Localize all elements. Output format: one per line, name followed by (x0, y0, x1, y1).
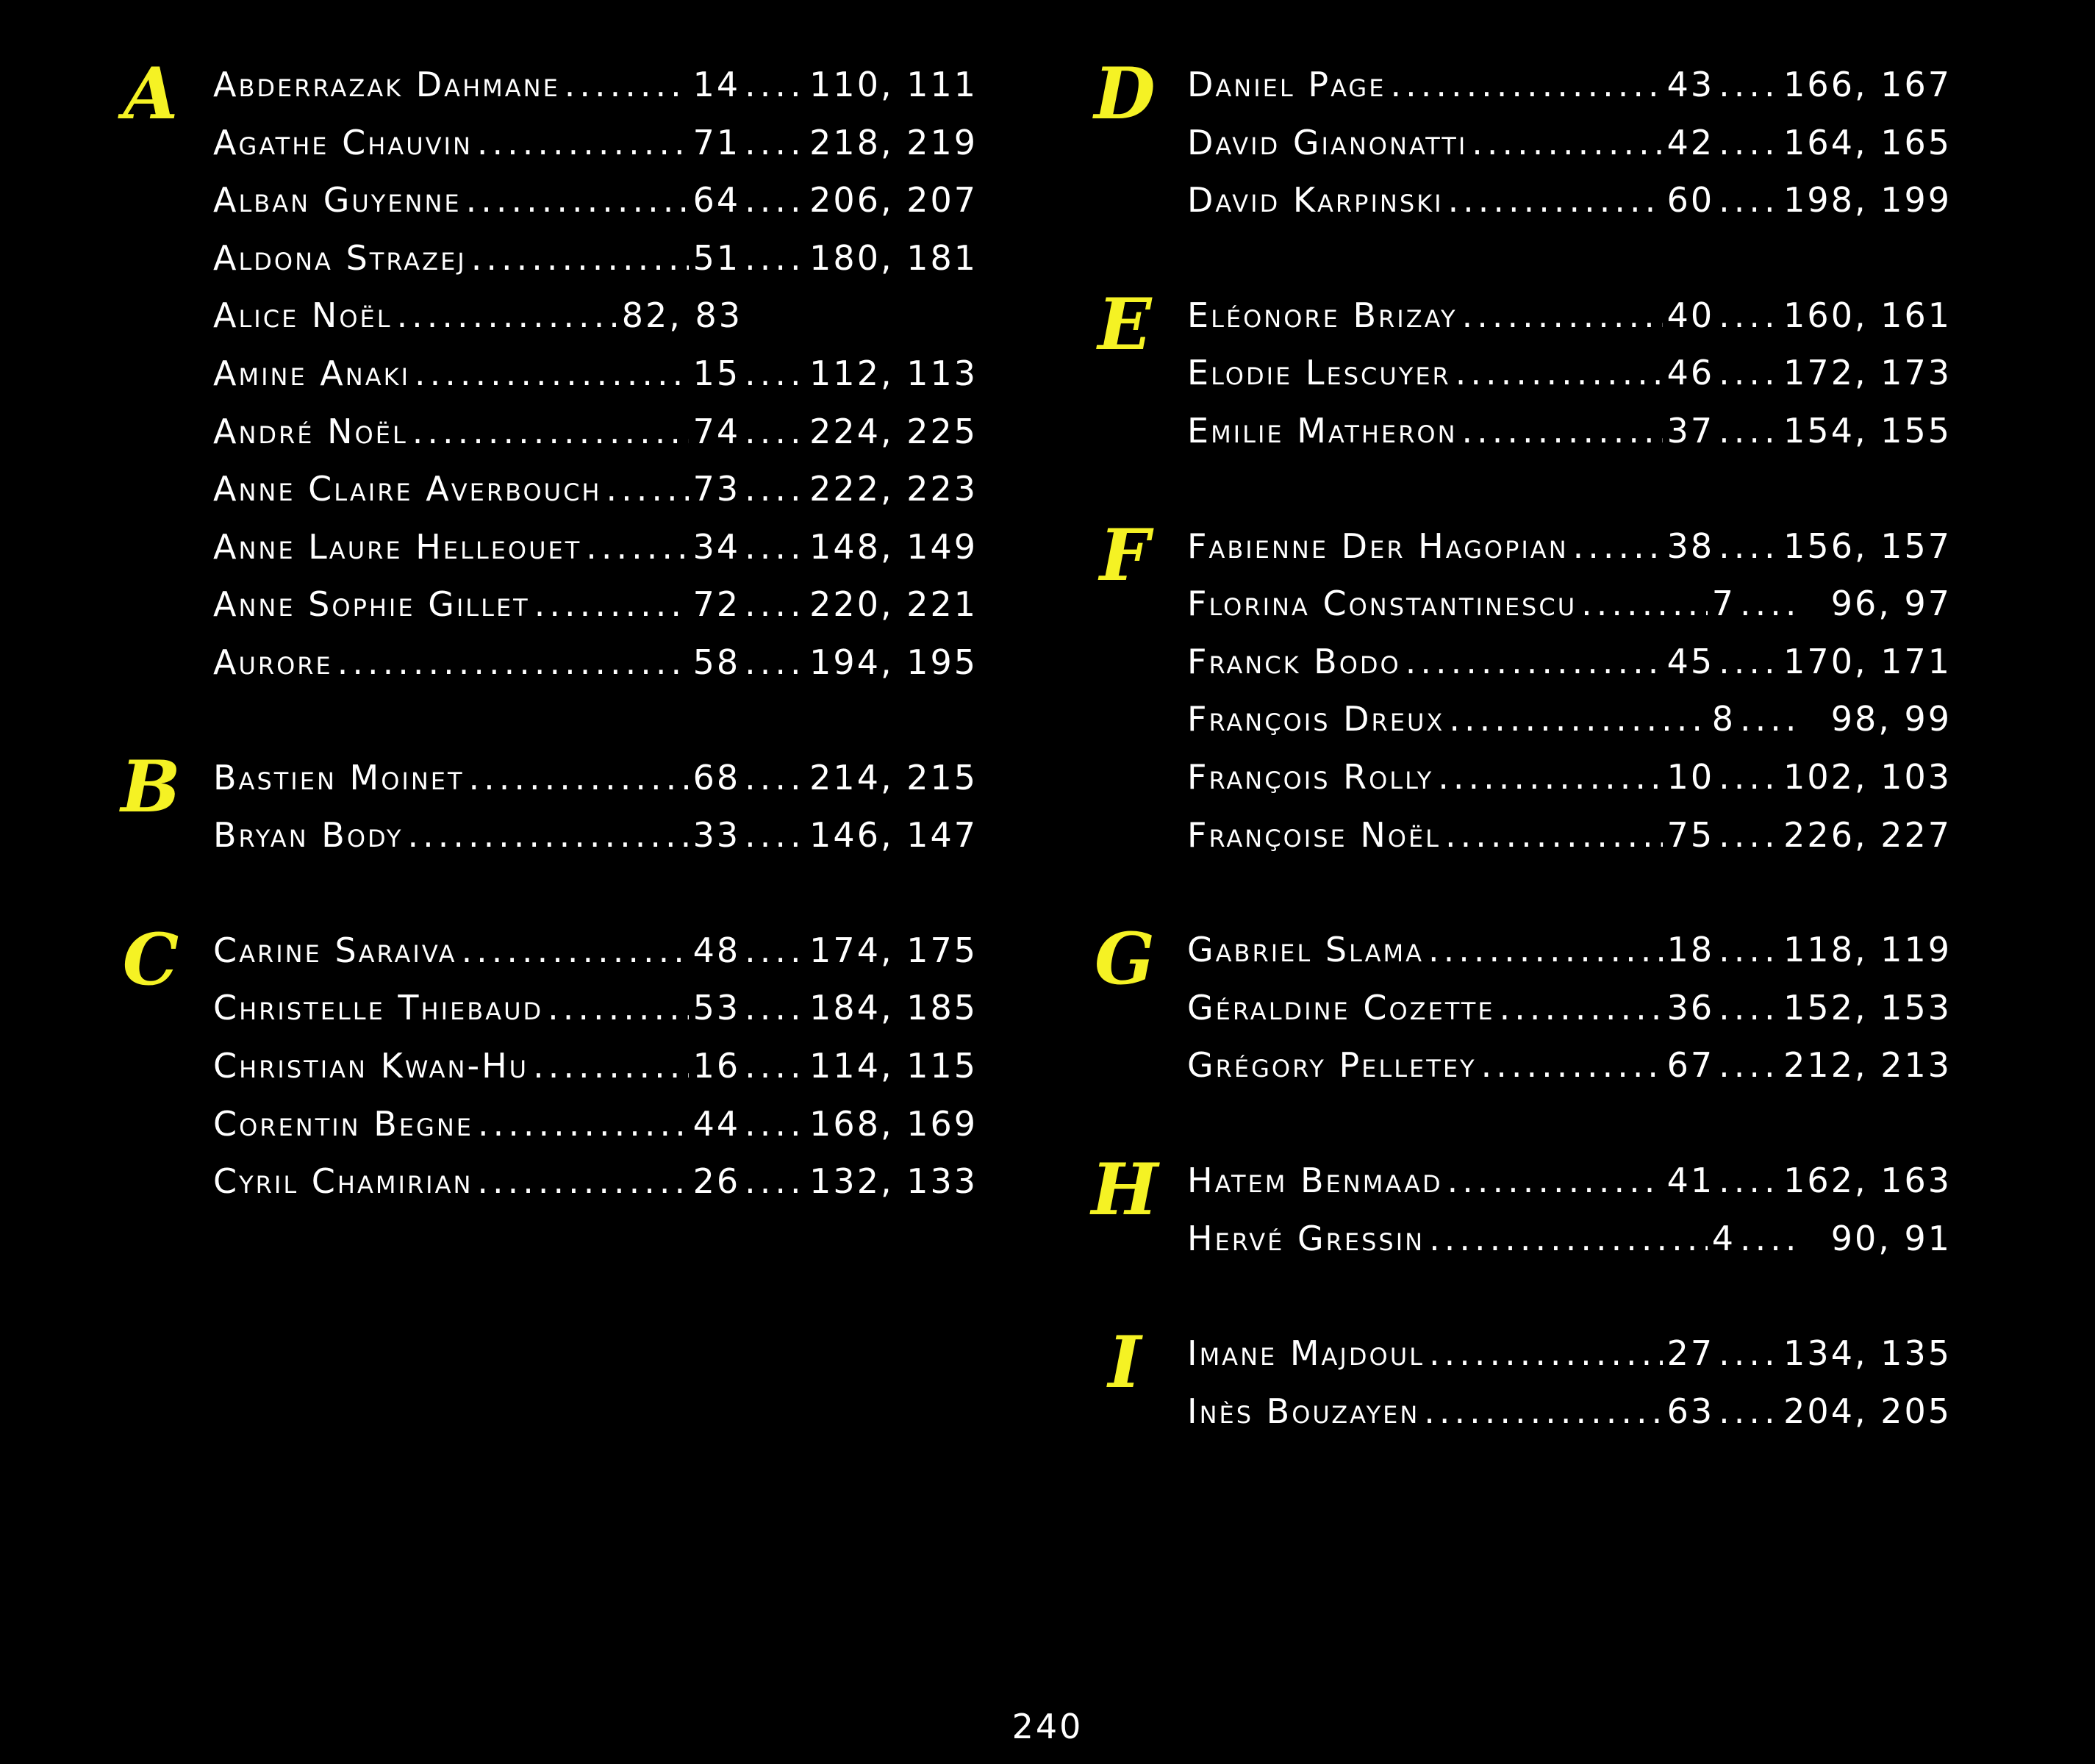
index-entry (1187, 642, 1952, 700)
dot-leader (1719, 815, 1779, 855)
dot-leader (1719, 930, 1779, 969)
dot-leader (1424, 1391, 1662, 1431)
index-entry (213, 931, 978, 989)
entry-name: Agathe Chauvin (213, 122, 473, 162)
index-entry (1187, 353, 1952, 411)
entry-pages: 170, 171 (1783, 641, 1952, 681)
dot-leader (745, 238, 805, 278)
entry-number: 38 (1666, 526, 1715, 566)
dot-leader (1581, 584, 1708, 623)
dot-leader (1481, 1045, 1663, 1085)
entry-name: Alice Noël (213, 295, 393, 336)
index-entry (1187, 1391, 1952, 1449)
entry-pages: 156, 157 (1783, 526, 1952, 566)
dot-leader (533, 1046, 689, 1086)
dot-leader (745, 354, 805, 393)
index-entry (1187, 988, 1952, 1046)
index-entry (213, 180, 978, 238)
dot-leader (337, 642, 689, 682)
entry-number: 53 (692, 988, 741, 1028)
entry-number: 7 (1711, 584, 1736, 624)
entry-number: 4 (1711, 1218, 1736, 1258)
entry-pages: 160, 161 (1783, 295, 1952, 335)
entry-name: Hervé Gressin (1187, 1218, 1425, 1258)
index-entry (213, 758, 978, 816)
index-entry (1187, 757, 1952, 815)
dot-leader (1719, 353, 1779, 392)
dot-leader (1719, 1045, 1779, 1085)
dot-leader (745, 988, 805, 1028)
index-entry (213, 584, 978, 642)
index-entry (213, 988, 978, 1046)
dot-leader (1405, 642, 1663, 681)
index-entry (1187, 1161, 1952, 1219)
letter-group-g (1084, 917, 1952, 1103)
dot-leader (1455, 353, 1663, 392)
dot-leader (548, 988, 688, 1028)
index-entry (213, 815, 978, 873)
entry-name: Anne Claire Averbouch (213, 469, 602, 509)
entry-number: 51 (692, 237, 741, 278)
dot-leader (745, 815, 805, 855)
dot-leader (1500, 988, 1663, 1028)
entry-pages: 118, 119 (1783, 930, 1952, 970)
entry-number: 37 (1666, 410, 1715, 451)
entry-pages: 224, 225 (809, 411, 978, 451)
entry-number: 75 (1666, 814, 1715, 855)
entry-pages: 206, 207 (809, 180, 978, 220)
dot-leader (1740, 1219, 1800, 1258)
entry-name: Daniel Page (1187, 65, 1386, 104)
entry-number: 27 (1666, 1333, 1715, 1374)
entry-pages: 148, 149 (809, 526, 978, 567)
dot-leader (477, 123, 689, 162)
entry-number: 63 (1666, 1391, 1715, 1431)
index-entry (1187, 1045, 1952, 1103)
entry-name: David Gianonatti (1187, 122, 1468, 162)
index-entry (213, 527, 978, 585)
entry-pages: 220, 221 (809, 584, 978, 625)
dot-leader (1719, 295, 1779, 335)
index-entry (213, 65, 978, 123)
entry-pages: 98, 99 (1830, 699, 1952, 739)
dot-leader (1719, 1161, 1779, 1200)
dot-leader (1447, 1161, 1663, 1200)
entry-pages: 112, 113 (809, 353, 978, 393)
entry-name: Imane Majdoul (1187, 1333, 1425, 1374)
dot-leader (415, 354, 689, 393)
entry-number: 73 (692, 469, 741, 509)
index-entry (1187, 584, 1952, 642)
entry-pages: 132, 133 (809, 1161, 978, 1202)
index-entry (213, 1104, 978, 1162)
dot-leader (1573, 526, 1663, 566)
entry-number: 10 (1666, 756, 1715, 797)
dot-leader (1445, 815, 1663, 855)
entry-number: 82, 83 (621, 295, 742, 336)
dot-leader (412, 412, 689, 451)
entry-name: Aurore (213, 642, 333, 682)
entry-pages: 204, 205 (1783, 1391, 1952, 1431)
section-initial: H (1091, 1147, 1158, 1231)
dot-leader (1462, 411, 1663, 451)
dot-leader (477, 1161, 688, 1201)
dot-leader (565, 65, 689, 104)
section-initial: I (1108, 1321, 1142, 1405)
dot-leader (745, 1161, 805, 1201)
entry-number: 15 (692, 353, 741, 393)
entry-number: 16 (692, 1045, 741, 1086)
entry-name: Gabriel Slama (1187, 930, 1424, 970)
section-initial: A (123, 52, 179, 135)
entry-number: 48 (692, 930, 741, 970)
index-entry (213, 642, 978, 700)
dot-leader (1428, 930, 1663, 969)
index-entry (1187, 123, 1952, 181)
entry-pages: 162, 163 (1783, 1160, 1952, 1200)
index-column-left (110, 52, 978, 1277)
index-entry (213, 1161, 978, 1219)
entry-number: 74 (692, 411, 741, 451)
entry-number: 42 (1666, 122, 1715, 162)
dot-leader (745, 180, 805, 220)
entry-number: 41 (1666, 1160, 1715, 1200)
dot-leader (1449, 699, 1707, 739)
letter-group-d (1084, 52, 1952, 238)
index-entry (213, 469, 978, 527)
entry-number: 60 (1666, 180, 1715, 220)
entry-name: François Rolly (1187, 756, 1434, 797)
dot-leader (1719, 1391, 1779, 1431)
index-entry (1187, 295, 1952, 354)
entry-number: 68 (692, 757, 741, 797)
dot-leader (1438, 757, 1662, 797)
dot-leader (745, 412, 805, 451)
entry-pages: 226, 227 (1783, 814, 1952, 855)
section-initial: B (121, 745, 181, 828)
entry-name: Anne Laure Helleouet (213, 526, 582, 567)
dot-leader (1448, 180, 1663, 220)
dot-leader (1719, 180, 1779, 220)
entry-number: 72 (692, 584, 741, 625)
index-entry (1187, 65, 1952, 123)
entry-pages: 172, 173 (1783, 353, 1952, 393)
entry-name: Emilie Matheron (1187, 410, 1458, 451)
dot-leader (745, 642, 805, 682)
entry-name: Elodie Lescuyer (1187, 353, 1451, 393)
dot-leader (534, 584, 689, 624)
dot-leader (471, 238, 689, 278)
entry-number: 26 (692, 1161, 741, 1202)
entry-pages: 222, 223 (809, 469, 978, 509)
entry-number: 8 (1711, 699, 1736, 739)
entry-name: Christelle Thiebaud (213, 988, 544, 1028)
section-initial: F (1099, 513, 1150, 597)
entry-pages: 166, 167 (1783, 65, 1952, 104)
entry-pages: 184, 185 (809, 988, 978, 1028)
entry-pages: 154, 155 (1783, 410, 1952, 451)
entry-name: Aldona Strazej (213, 237, 467, 278)
entry-pages: 114, 115 (809, 1045, 978, 1086)
dot-leader (478, 1104, 689, 1144)
section-initial: E (1097, 282, 1152, 366)
entry-pages: 218, 219 (809, 122, 978, 162)
dot-leader (1719, 526, 1779, 566)
dot-leader (1429, 1219, 1708, 1258)
dot-leader (1719, 757, 1779, 797)
entry-name: Amine Anaki (213, 353, 411, 393)
entry-number: 33 (692, 815, 741, 856)
entry-name: Géraldine Cozette (1187, 987, 1495, 1028)
entry-number: 58 (692, 642, 741, 682)
section-initial: G (1095, 917, 1155, 1001)
entry-name: Grégory Pelletey (1187, 1045, 1477, 1086)
dot-leader (1719, 123, 1779, 162)
index-entry (1187, 1219, 1952, 1277)
entry-name: Fabienne Der Hagopian (1187, 526, 1569, 566)
entry-number: 45 (1666, 641, 1715, 681)
entry-pages: 102, 103 (1783, 756, 1952, 797)
entry-number: 34 (692, 526, 741, 567)
entry-name: Franck Bodo (1187, 641, 1401, 681)
entry-name: Bastien Moinet (213, 757, 465, 797)
letter-group-e (1084, 282, 1952, 469)
index-entry (1187, 526, 1952, 584)
entry-name: Florina Constantinescu (1187, 584, 1577, 624)
index-entry (1187, 699, 1952, 757)
dot-leader (1719, 1333, 1779, 1373)
dot-leader (1719, 65, 1779, 104)
dot-leader (407, 815, 688, 855)
entry-number: 64 (692, 180, 741, 220)
entry-pages: 194, 195 (809, 642, 978, 682)
entry-name: Eléonore Brizay (1187, 295, 1458, 335)
dot-leader (1719, 988, 1779, 1028)
entry-pages: 198, 199 (1783, 180, 1952, 220)
entry-pages: 96, 97 (1830, 584, 1952, 624)
page-number: 240 (1011, 1707, 1084, 1746)
dot-leader (586, 527, 688, 567)
dot-leader (745, 123, 805, 162)
dot-leader (1462, 295, 1663, 335)
entry-number: 67 (1666, 1045, 1715, 1086)
dot-leader (745, 527, 805, 567)
entry-name: David Karpinski (1187, 180, 1444, 220)
dot-leader (745, 758, 805, 797)
entry-name: Inès Bouzayen (1187, 1391, 1420, 1431)
letter-group-b (110, 745, 978, 873)
dot-leader (1390, 65, 1662, 104)
index-entry (213, 238, 978, 296)
index-entry (213, 123, 978, 181)
letter-group-i (1084, 1321, 1952, 1449)
entry-pages: 168, 169 (809, 1103, 978, 1144)
dot-leader (745, 469, 805, 509)
dot-leader (1429, 1333, 1663, 1373)
letter-group-a (110, 52, 978, 700)
index-entry (213, 295, 742, 354)
entry-pages: 152, 153 (1783, 987, 1952, 1028)
index-entry (213, 412, 978, 470)
entry-name: Bryan Body (213, 815, 404, 856)
dot-leader (462, 931, 689, 970)
entry-number: 18 (1666, 930, 1715, 970)
dot-leader (606, 469, 689, 509)
index-column-right (1084, 52, 1952, 1506)
dot-leader (1472, 123, 1662, 162)
entry-name: André Noël (213, 411, 408, 451)
entry-name: Corentin Begne (213, 1103, 473, 1144)
entry-pages: 214, 215 (809, 757, 978, 797)
section-initial: C (122, 917, 179, 1001)
dot-leader (1719, 411, 1779, 451)
dot-leader (745, 1046, 805, 1086)
entry-number: 71 (692, 122, 741, 162)
entry-pages: 164, 165 (1783, 122, 1952, 162)
entry-name: Christian Kwan-Hu (213, 1045, 529, 1086)
letter-group-c (110, 917, 978, 1219)
entry-pages: 134, 135 (1783, 1333, 1952, 1374)
dot-leader (466, 180, 689, 220)
entry-number: 36 (1666, 987, 1715, 1028)
letter-group-h (1084, 1147, 1952, 1276)
entry-number: 46 (1666, 353, 1715, 393)
index-entry (213, 354, 978, 412)
entry-name: François Dreux (1187, 699, 1445, 739)
dot-leader (1740, 699, 1800, 739)
entry-name: Anne Sophie Gillet (213, 584, 530, 625)
entry-name: Alban Guyenne (213, 180, 462, 220)
index-entry (213, 1046, 978, 1104)
entry-pages: 110, 111 (809, 65, 978, 104)
entry-pages: 90, 91 (1830, 1218, 1952, 1258)
entry-name: Carine Saraiva (213, 930, 457, 970)
dot-leader (469, 758, 689, 797)
dot-leader (1740, 584, 1800, 623)
entry-name: Françoise Noël (1187, 814, 1441, 855)
dot-leader (1719, 642, 1779, 681)
dot-leader (397, 295, 617, 335)
letter-group-f (1084, 513, 1952, 873)
dot-leader (745, 931, 805, 970)
index-entry (1187, 180, 1952, 238)
section-initial: D (1094, 52, 1156, 135)
dot-leader (745, 65, 805, 104)
entry-pages: 212, 213 (1783, 1045, 1952, 1086)
entry-number: 14 (692, 65, 741, 104)
entry-pages: 174, 175 (809, 930, 978, 970)
dot-leader (745, 1104, 805, 1144)
index-entry (1187, 930, 1952, 988)
entry-name: Abderrazak Dahmane (213, 65, 560, 104)
index-entry (1187, 815, 1952, 873)
entry-number: 40 (1666, 295, 1715, 335)
entry-number: 43 (1666, 65, 1715, 104)
index-entry (1187, 1333, 1952, 1391)
dot-leader (745, 584, 805, 624)
entry-name: Cyril Chamirian (213, 1161, 473, 1202)
entry-name: Hatem Benmaad (1187, 1160, 1443, 1200)
index-entry (1187, 411, 1952, 469)
entry-pages: 146, 147 (809, 815, 978, 856)
entry-pages: 180, 181 (809, 237, 978, 278)
entry-number: 44 (692, 1103, 741, 1144)
